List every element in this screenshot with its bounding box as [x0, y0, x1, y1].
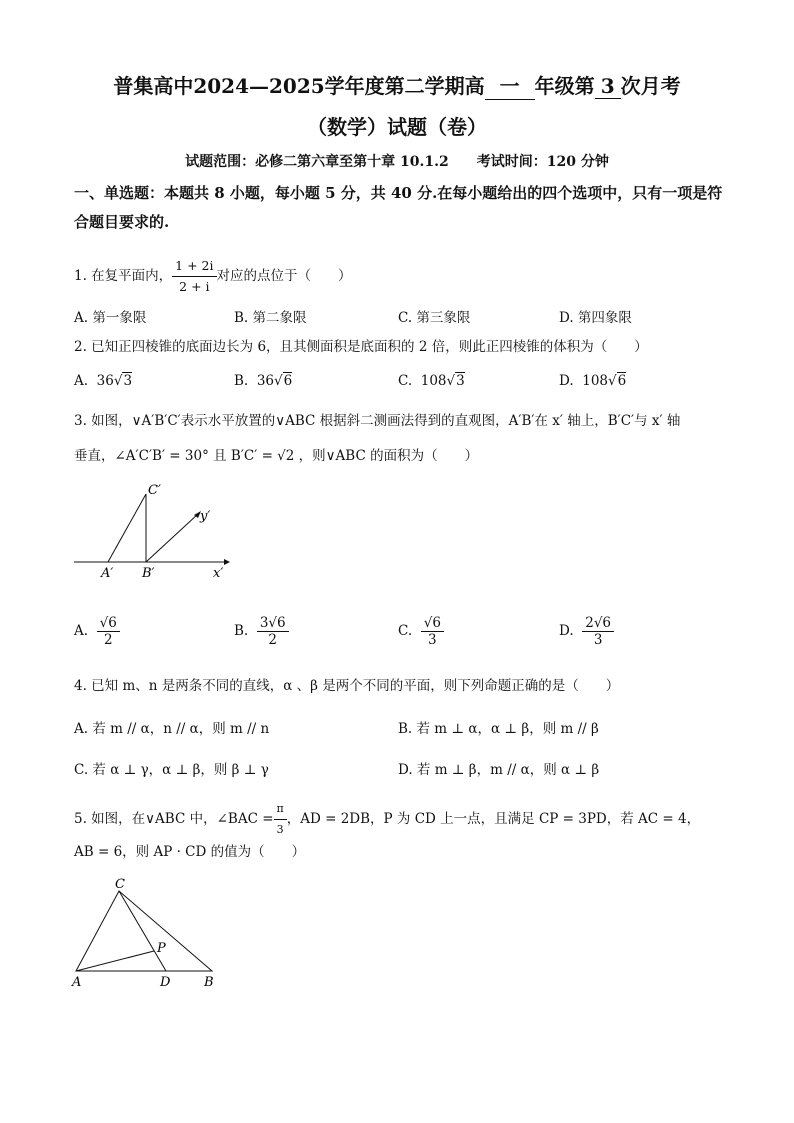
q5-angle-fraction: $\frac{\pi}{3}$: [274, 799, 287, 840]
question-2: 2. 已知正四棱锥的底面边长为 6，且其侧面积是底面积的 2 倍，则此正四棱锥的体积为（ ）: [74, 339, 648, 355]
q1-frac-den: 2 + i: [179, 279, 210, 294]
q3-label-y: y′: [200, 509, 211, 524]
q3-option-c: C. $\frac{√6}{3}$: [398, 615, 444, 648]
q1-option-d: D. 第四象限: [559, 310, 632, 326]
q3-x-arrow: [224, 559, 230, 565]
title-part1: 普集高中2024—2025学年度第二学期高: [113, 74, 485, 98]
q2-option-b: B. 36√6: [234, 373, 293, 389]
q3-option-a: A. $\frac{√6}{2}$: [74, 615, 120, 648]
q3-segment-ac: [108, 494, 146, 562]
question-5-line2: AB = 6，则 AP · CD 的值为（ ）: [74, 844, 306, 860]
q3-figure: [68, 478, 238, 586]
q4-option-d: D. 若 m ⊥ β，m // α，则 α ⊥ β: [398, 762, 600, 778]
exam-time: 考试时间：120 分钟: [476, 154, 609, 170]
q2-option-c: C. 108√3: [398, 373, 465, 389]
q1-prefix: 1. 在复平面内，: [74, 268, 173, 284]
q5-label-b: B: [204, 975, 214, 990]
q3-option-d: D. $\frac{2√6}{3}$: [559, 615, 614, 648]
q4-option-c: C. 若 α ⊥ γ，α ⊥ β，则 β ⊥ γ: [74, 762, 269, 778]
q2-option-a: A. 36√3: [74, 373, 133, 389]
exam-scope: 试题范围：必修二第六章至第十章 10.1.2: [185, 154, 449, 170]
q5-figure: [68, 875, 228, 993]
title-part2: 年级第: [534, 74, 595, 98]
question-3-line2: 垂直，∠A′C′B′ = 30° 且 B′C′ = √2 ，则∨ABC 的面积为（ ）: [74, 448, 479, 464]
q1-option-b: B. 第二象限: [234, 310, 307, 326]
q1-fraction: [172, 256, 216, 297]
title-part3: 次月考: [620, 74, 681, 98]
grade-blank: 一: [485, 70, 535, 100]
q3-label-b: B′: [142, 566, 155, 581]
q3-option-b: B. $\frac{3√6}{2}$: [234, 615, 289, 648]
q1-suffix: 对应的点位于（ ）: [216, 268, 352, 284]
q3-label-a: A′: [101, 566, 114, 581]
q5-line1-a: 5. 如图，在∨ABC 中，∠BAC =: [74, 811, 274, 827]
q5-segment-ap: [76, 951, 154, 971]
q5-triangle: [76, 891, 212, 971]
question-4: 4. 已知 m、n 是两条不同的直线，α 、β 是两个不同的平面，则下列命题正确的是（ ）: [74, 678, 620, 694]
question-3-line1: 3. 如图，∨A′B′C′表示水平放置的∨ABC 根据斜二测画法得到的直观图，A′B′在 x′ 轴上，B′C′与 x′ 轴: [74, 413, 681, 429]
section-heading: 一、单选题：本题共 8 小题，每小题 5 分，共 40 分.在每小题给出的四个选项中，只有一项是符合题目要求的.: [74, 184, 723, 231]
exam-subtitle: （数学）试题（卷）: [307, 115, 487, 139]
times-blank: 3: [595, 74, 621, 99]
q3-label-c: C′: [148, 483, 161, 498]
exam-title: [0, 70, 794, 100]
q5-label-d: D: [160, 975, 171, 990]
q2-option-d: D. 108√6: [559, 373, 627, 389]
q1-option-c: C. 第三象限: [398, 310, 471, 326]
q3-label-x: x′: [213, 566, 224, 581]
q5-label-c: C: [115, 877, 125, 892]
q4-option-b: B. 若 m ⊥ α，α ⊥ β，则 m // β: [398, 721, 599, 737]
q1-frac-num: 1 + 2i: [172, 256, 216, 277]
exam-scope-line: [0, 151, 794, 171]
q5-line1-b: ，AD = 2DB，P 为 CD 上一点，且满足 CP = 3PD，若 AC = 4，: [286, 811, 701, 827]
q5-label-p: P: [157, 941, 166, 956]
question-5-line1: [74, 799, 700, 840]
q5-segment-cd: [119, 891, 166, 971]
q1-option-a: A. 第一象限: [74, 310, 147, 326]
question-1: [74, 256, 352, 297]
q4-option-a: A. 若 m // α，n // α，则 m // n: [74, 721, 270, 737]
q5-label-a: A: [72, 975, 82, 990]
q3-y-axis: [146, 514, 198, 562]
